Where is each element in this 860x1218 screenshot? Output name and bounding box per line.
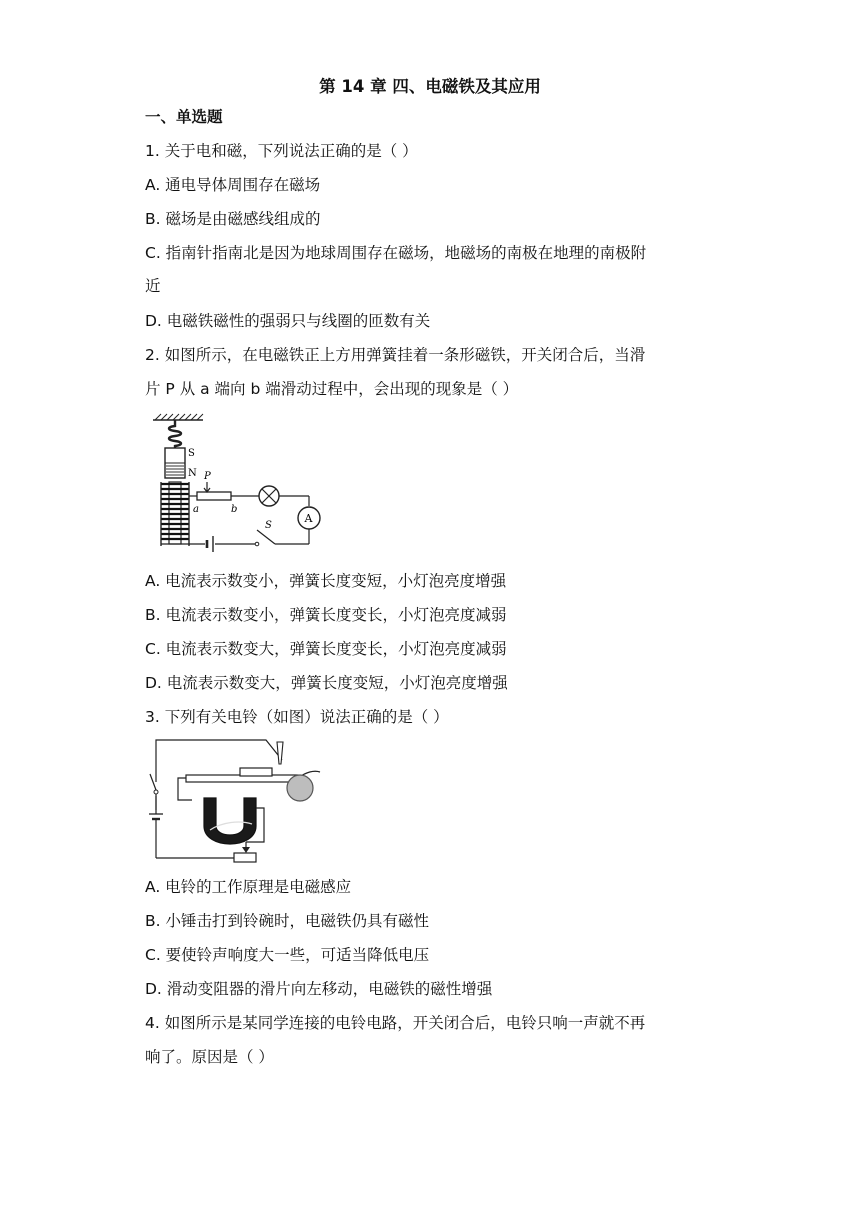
ammeter-label: A <box>304 512 313 525</box>
section-heading: 一、单选题 <box>145 108 223 126</box>
q3-option-d: D. 滑动变阻器的滑片向左移动，电磁铁的磁性增强 <box>145 980 493 998</box>
q2-option-d: D. 电流表示数变大，弹簧长度变短，小灯泡亮度增强 <box>145 674 508 692</box>
q1-option-d: D. 电磁铁磁性的强弱只与线圈的匝数有关 <box>145 312 431 330</box>
q2-option-b: B. 电流表示数变小，弹簧长度变长，小灯泡亮度减弱 <box>145 606 507 624</box>
s-pole-label: S <box>188 448 195 459</box>
question-3-stem: 3. 下列有关电铃（如图）说法正确的是（ ） <box>145 708 449 726</box>
q1-option-c: C. 指南针指南北是因为地球周围存在磁场，地磁场的南极在地理的南极附 <box>145 244 647 262</box>
question-2-stem: 2. 如图所示，在电磁铁正上方用弹簧挂着一条形磁铁，开关闭合后，当滑 <box>145 346 646 364</box>
slider-p-label: P <box>204 471 211 482</box>
electromagnet-circuit-figure <box>145 412 345 554</box>
switch-s-label: S <box>265 520 272 531</box>
question-2-stem-cont: 片 P 从 a 端向 b 端滑动过程中，会出现的现象是（ ） <box>145 380 519 398</box>
q1-option-b: B. 磁场是由磁感线组成的 <box>145 210 321 228</box>
question-4-stem-cont: 响了。原因是（ ） <box>145 1048 274 1066</box>
q1-option-a: A. 通电导体周围存在磁场 <box>145 176 321 194</box>
q1-option-c-cont: 近 <box>145 277 161 295</box>
end-b-label: b <box>231 504 238 515</box>
q2-option-a: A. 电流表示数变小，弹簧长度变短，小灯泡亮度增强 <box>145 572 507 590</box>
end-a-label: a <box>193 504 199 515</box>
question-1-stem: 1. 关于电和磁，下列说法正确的是（ ） <box>145 142 418 160</box>
q3-option-b: B. 小锤击打到铃碗时，电磁铁仍具有磁性 <box>145 912 429 930</box>
page-title: 第 14 章 四、电磁铁及其应用 <box>319 77 541 96</box>
n-pole-label: N <box>188 468 197 479</box>
electric-bell-figure <box>148 738 328 866</box>
q2-option-c: C. 电流表示数变大，弹簧长度变长，小灯泡亮度减弱 <box>145 640 507 658</box>
q3-option-c: C. 要使铃声响度大一些，可适当降低电压 <box>145 946 430 964</box>
q3-option-a: A. 电铃的工作原理是电磁感应 <box>145 878 352 896</box>
question-4-stem: 4. 如图所示是某同学连接的电铃电路，开关闭合后，电铃只响一声就不再 <box>145 1014 646 1032</box>
